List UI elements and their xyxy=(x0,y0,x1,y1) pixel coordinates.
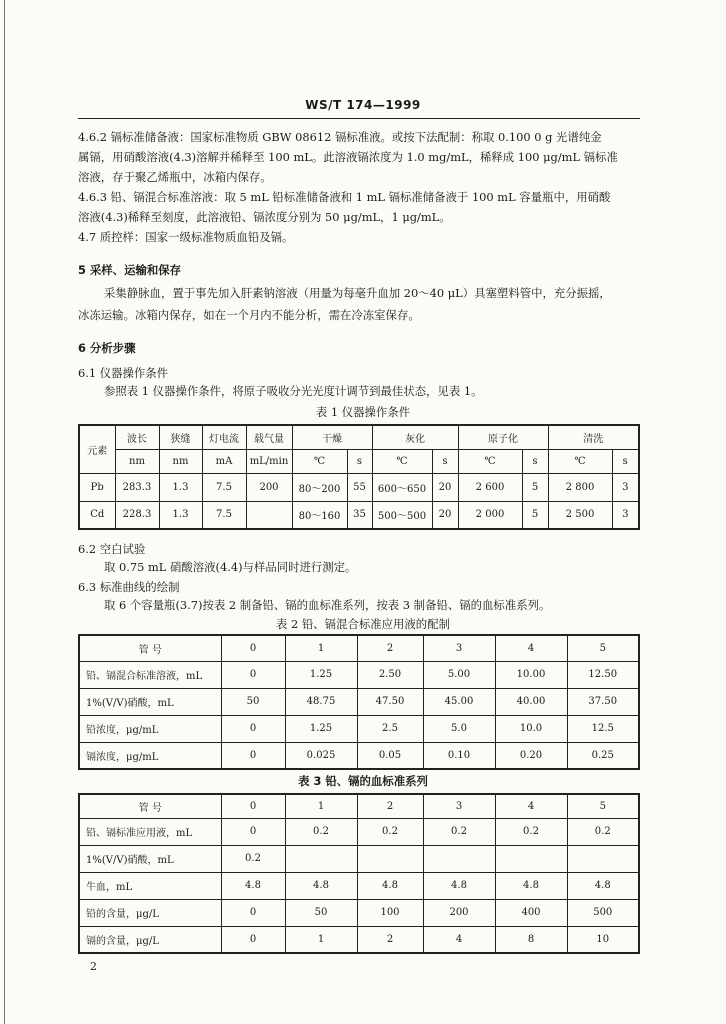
table2-mixed-standard xyxy=(78,634,640,770)
table-cell: 0.25 xyxy=(567,742,639,769)
section-6-title: 6 分析步骤 xyxy=(78,341,136,355)
t1-h-drying: 干燥 xyxy=(292,425,372,449)
table-cell: 0.025 xyxy=(285,742,357,769)
table-cell: 50 xyxy=(285,899,357,926)
t1-u-dry-temp: ℃ xyxy=(292,449,347,473)
para-4-6-2-line2: 属镉，用硝酸溶液(4.3)溶解并稀释至 100 mL。此溶液镉浓度为 1.0 mg/mL，稀释成 100 μg/mL 镉标准 xyxy=(78,150,618,164)
table-cell: 12.5 xyxy=(567,715,639,742)
table-cell: 5.0 xyxy=(423,715,495,742)
table-cell: 0.2 xyxy=(567,818,639,845)
table-cell: 500～500 xyxy=(372,501,432,529)
table-cell: 4.8 xyxy=(495,872,567,899)
section-6-2-title: 6.2 空白试验 xyxy=(78,542,146,556)
table-cell: 0.10 xyxy=(423,742,495,769)
table-header-cell: 1 xyxy=(285,794,357,818)
table-cell: 0 xyxy=(221,661,285,688)
table-cell: 1%(V/V)硝酸，mL xyxy=(79,688,221,715)
table-cell: 40.00 xyxy=(495,688,567,715)
t1-u-clean-temp: ℃ xyxy=(548,449,612,473)
table-cell: 0.2 xyxy=(221,845,285,872)
para-4-6-3-line1: 4.6.3 铅、镉混合标准溶液：取 5 mL 铅标准储备液和 1 mL 镉标准储备液于 100 mL 容量瓶中，用硝酸 xyxy=(78,190,611,204)
table-cell: 2.5 xyxy=(357,715,423,742)
page-header: WS/T 174—1999 xyxy=(305,98,421,112)
table-cell: 0.2 xyxy=(423,818,495,845)
table-cell: 400 xyxy=(495,899,567,926)
table-cell: 200 xyxy=(246,473,292,501)
table-header-cell: 1 xyxy=(285,635,357,661)
t1-u-gas: mL/min xyxy=(246,449,292,473)
table-header-cell: 2 xyxy=(357,794,423,818)
table-header-cell: 0 xyxy=(221,635,285,661)
table-cell: 7.5 xyxy=(202,473,246,501)
table-cell: 4.8 xyxy=(567,872,639,899)
table-cell: 铅、镉混合标准溶液，mL xyxy=(79,661,221,688)
table-header-cell: 2 xyxy=(357,635,423,661)
t1-h-slit: 狭缝 xyxy=(159,425,202,449)
page-number: 2 xyxy=(90,960,97,973)
table-header-cell: 0 xyxy=(221,794,285,818)
table-cell: Pb xyxy=(79,473,115,501)
table-cell: 0.05 xyxy=(357,742,423,769)
table-cell: 4.8 xyxy=(423,872,495,899)
table-row xyxy=(79,661,639,688)
table-header-cell: 3 xyxy=(423,635,495,661)
t1-h-carrier-gas: 载气量 xyxy=(246,425,292,449)
t1-u-lamp: mA xyxy=(202,449,246,473)
table-cell: 283.3 xyxy=(115,473,159,501)
t1-h-atomization: 原子化 xyxy=(458,425,548,449)
table-cell: 4 xyxy=(423,926,495,953)
table-header-cell: 3 xyxy=(423,794,495,818)
table-cell: 20 xyxy=(432,501,458,529)
table-cell: 8 xyxy=(495,926,567,953)
table-cell: 10.0 xyxy=(495,715,567,742)
table-cell xyxy=(495,845,567,872)
para-4-7: 4.7 质控样：国家一级标准物质血铅及镉。 xyxy=(78,230,294,244)
table-row xyxy=(79,473,639,501)
para-4-6-3-line2: 溶液(4.3)稀释至刻度，此溶液铅、镉浓度分别为 50 μg/mL，1 μg/mL。 xyxy=(78,210,451,224)
t1-u-slit: nm xyxy=(159,449,202,473)
table-row xyxy=(79,818,639,845)
table-cell: 镉的含量，μg/L xyxy=(79,926,221,953)
table1-caption: 表 1 仪器操作条件 xyxy=(315,405,411,419)
table-header-cell: 5 xyxy=(567,635,639,661)
table-cell: 4.8 xyxy=(221,872,285,899)
table-cell xyxy=(285,845,357,872)
table3-blood-standard-series xyxy=(78,793,640,954)
table-cell: 4.8 xyxy=(285,872,357,899)
table-row xyxy=(79,742,639,769)
table-cell: 50 xyxy=(221,688,285,715)
table-cell: 0.20 xyxy=(495,742,567,769)
t1-u-dry-time: s xyxy=(347,449,372,473)
table-cell: 1.25 xyxy=(285,661,357,688)
t1-u-ash-temp: ℃ xyxy=(372,449,432,473)
table-cell: 80～160 xyxy=(292,501,347,529)
table-cell: 0.2 xyxy=(285,818,357,845)
table-cell xyxy=(423,845,495,872)
table-cell: 1%(V/V)硝酸，mL xyxy=(79,845,221,872)
table-cell: 7.5 xyxy=(202,501,246,529)
section-6-3-text: 取 6 个容量瓶(3.7)按表 2 制备铅、镉的血标准系列，按表 3 制备铅、镉的血标准系列。 xyxy=(104,598,551,612)
table-cell: 45.00 xyxy=(423,688,495,715)
table-row xyxy=(79,872,639,899)
para-4-6-2-line3: 溶液，存于聚乙烯瓶中，冰箱内保存。 xyxy=(78,170,272,184)
table-cell: 500 xyxy=(567,899,639,926)
t1-u-ash-time: s xyxy=(432,449,458,473)
table-cell: 2 000 xyxy=(458,501,522,529)
table-cell: 1.3 xyxy=(159,501,202,529)
header-rule xyxy=(78,118,640,119)
table-row xyxy=(79,845,639,872)
table-cell: 0.2 xyxy=(357,818,423,845)
t1-h-element: 元素 xyxy=(79,425,115,473)
table-cell: 47.50 xyxy=(357,688,423,715)
table-cell: 牛血，mL xyxy=(79,872,221,899)
table-row xyxy=(79,688,639,715)
t1-h-cleaning: 清洗 xyxy=(548,425,639,449)
table-cell: 2 800 xyxy=(548,473,612,501)
table-cell: 35 xyxy=(347,501,372,529)
table-cell: 铅、镉标准应用液，mL xyxy=(79,818,221,845)
table-header-row xyxy=(79,635,639,661)
table-row xyxy=(79,926,639,953)
table-row xyxy=(79,715,639,742)
table2-caption: 表 2 铅、镉混合标准应用液的配制 xyxy=(276,617,450,631)
table-header-cell: 4 xyxy=(495,794,567,818)
table-cell: 铅的含量，μg/L xyxy=(79,899,221,926)
table-cell xyxy=(567,845,639,872)
table-cell: 200 xyxy=(423,899,495,926)
para-4-6-2-line1: 4.6.2 镉标准储备液：国家标准物质 GBW 08612 镉标准液。或按下法配制：称取 0.100 0 g 光谱纯金 xyxy=(78,130,602,144)
table-cell: 0 xyxy=(221,899,285,926)
table-cell: 镉浓度，μg/mL xyxy=(79,742,221,769)
t1-h-lamp-current: 灯电流 xyxy=(202,425,246,449)
table-cell: 1 xyxy=(285,926,357,953)
table-cell: 12.50 xyxy=(567,661,639,688)
table-cell: 100 xyxy=(357,899,423,926)
table-cell: 0 xyxy=(221,818,285,845)
table-cell: 0.2 xyxy=(495,818,567,845)
table-row xyxy=(79,501,639,529)
table1-instrument-conditions xyxy=(78,424,640,530)
section-5-line1: 采集静脉血，置于事先加入肝素钠溶液（用量为每毫升血加 20～40 μL）具塞塑料管中，充分振摇， xyxy=(104,286,611,300)
table-cell: 铅浓度，μg/mL xyxy=(79,715,221,742)
table-cell: 2.50 xyxy=(357,661,423,688)
table-cell: 10 xyxy=(567,926,639,953)
table-header-cell: 4 xyxy=(495,635,567,661)
table-cell: Cd xyxy=(79,501,115,529)
table-cell: 3 xyxy=(612,501,639,529)
table-cell: 55 xyxy=(347,473,372,501)
t1-u-wavelength: nm xyxy=(115,449,159,473)
table-cell xyxy=(357,845,423,872)
table-cell: 228.3 xyxy=(115,501,159,529)
table-cell: 10.00 xyxy=(495,661,567,688)
table-cell: 4.8 xyxy=(357,872,423,899)
table-cell: 0 xyxy=(221,742,285,769)
table-cell: 600～650 xyxy=(372,473,432,501)
table-header-cell: 5 xyxy=(567,794,639,818)
table-cell: 37.50 xyxy=(567,688,639,715)
table-cell: 2 xyxy=(357,926,423,953)
table-header-row xyxy=(79,794,639,818)
table-cell: 0 xyxy=(221,926,285,953)
table-cell: 48.75 xyxy=(285,688,357,715)
section-6-1-text: 参照表 1 仪器操作条件，将原子吸收分光光度计调节到最佳状态，见表 1。 xyxy=(104,384,483,398)
table-cell: 3 xyxy=(612,473,639,501)
table-cell: 1.25 xyxy=(285,715,357,742)
table-cell: 0 xyxy=(221,715,285,742)
table-cell: 2 500 xyxy=(548,501,612,529)
section-6-3-title: 6.3 标准曲线的绘制 xyxy=(78,580,180,594)
table-cell: 2 600 xyxy=(458,473,522,501)
table3-caption: 表 3 铅、镉的血标准系列 xyxy=(298,774,428,788)
table-cell: 5 xyxy=(522,473,548,501)
section-6-1-title: 6.1 仪器操作条件 xyxy=(78,366,169,380)
table-cell: 80～200 xyxy=(292,473,347,501)
section-5-line2: 冰冻运输。冰箱内保存，如在一个月内不能分析，需在冷冻室保存。 xyxy=(78,308,420,322)
table-cell: 1.3 xyxy=(159,473,202,501)
table-cell: 5.00 xyxy=(423,661,495,688)
t1-h-ashing: 灰化 xyxy=(372,425,458,449)
table-header-cell: 管 号 xyxy=(79,794,221,818)
t1-u-atom-time: s xyxy=(522,449,548,473)
scan-edge-line xyxy=(4,0,5,1024)
table-cell: 20 xyxy=(432,473,458,501)
table-cell: 5 xyxy=(522,501,548,529)
table-header-cell: 管 号 xyxy=(79,635,221,661)
section-6-2-text: 取 0.75 mL 硝酸溶液(4.4)与样品同时进行测定。 xyxy=(104,560,357,574)
section-5-title: 5 采样、运输和保存 xyxy=(78,263,182,277)
t1-u-clean-time: s xyxy=(612,449,639,473)
table-row xyxy=(79,899,639,926)
t1-u-atom-temp: ℃ xyxy=(458,449,522,473)
table-cell xyxy=(246,501,292,529)
t1-h-wavelength: 波长 xyxy=(115,425,159,449)
